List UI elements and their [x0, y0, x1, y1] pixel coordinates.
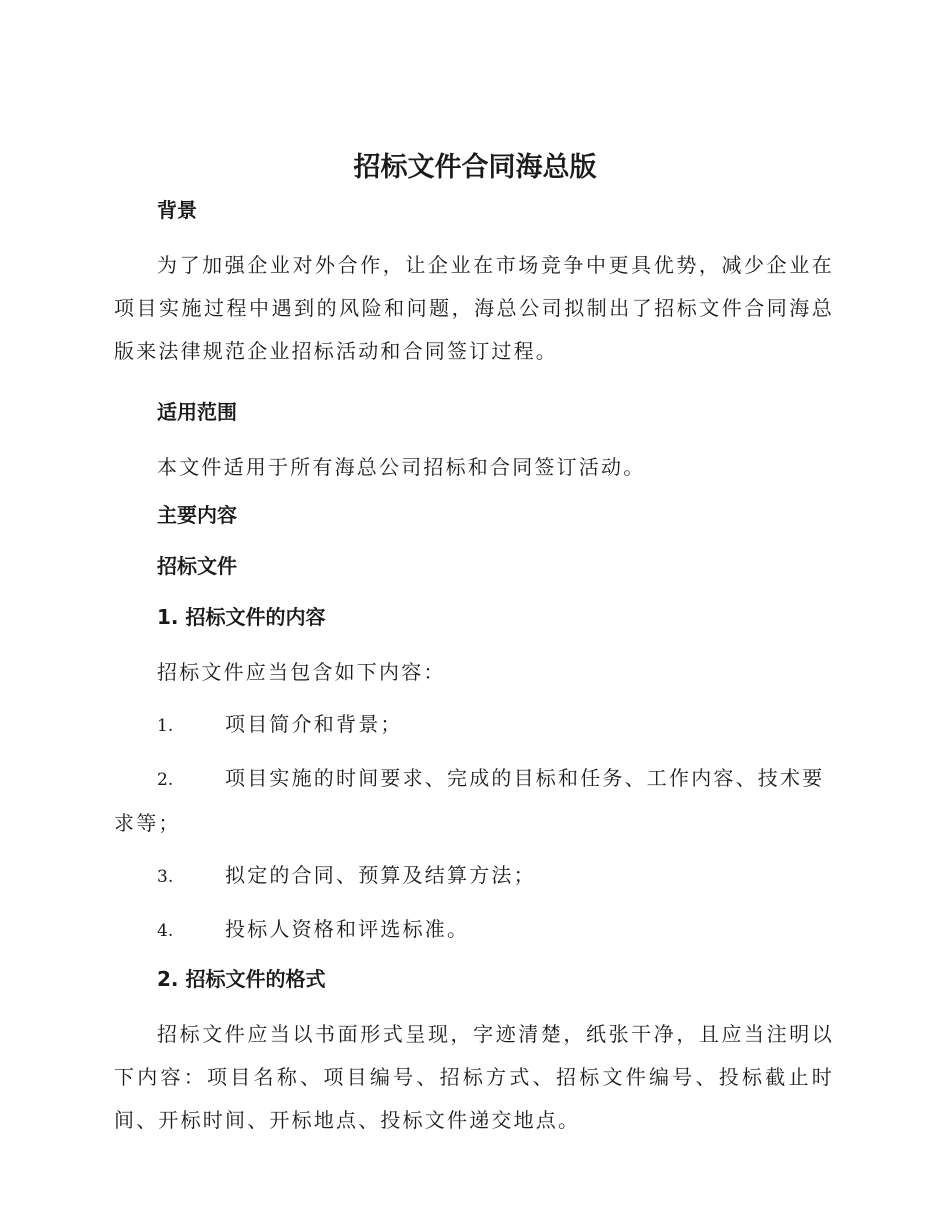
paragraph-background: 为了加强企业对外合作，让企业在市场竞争中更具优势，减少企业在项目实施过程中遇到的风险和问题，海总公司拟制出了招标文件合同海总版来法律规范企业招标活动和合同签订过程。 [114, 253, 834, 363]
paragraph-section-2: 招标文件应当以书面形式呈现，字迹清楚，纸张干净，且应当注明以下内容：项目名称、项目编号、招标方式、招标文件编号、投标截止时间、开标时间、开标地点、投标文件递交地点。 [114, 1022, 834, 1132]
heading-section-1: 1. 招标文件的内容 [157, 605, 326, 629]
list-item-text: 拟定的合同、预算及结算方法； [225, 863, 536, 887]
heading-section-2: 2. 招标文件的格式 [157, 967, 326, 991]
heading-background: 背景 [157, 198, 197, 222]
list-item-number: 2. [157, 770, 174, 790]
list-item-text: 投标人资格和评选标准。 [225, 917, 470, 941]
document-body [114, 193, 834, 1142]
list-item-number: 3. [157, 867, 174, 887]
heading-tender-documents: 招标文件 [157, 554, 237, 578]
paragraph-scope: 本文件适用于所有海总公司招标和合同签订活动。 [157, 455, 646, 479]
paragraph-section-1-intro: 招标文件应当包含如下内容： [157, 660, 446, 684]
heading-main-content: 主要内容 [157, 503, 237, 527]
heading-scope: 适用范围 [157, 400, 237, 424]
list-item-number: 4. [157, 921, 174, 941]
list-item [114, 757, 834, 845]
list-item [114, 854, 834, 899]
list-item-text: 项目实施的时间要求、完成的目标和任务、工作内容、技术要求等； [114, 766, 825, 835]
list-item-number: 1. [157, 716, 174, 736]
list-item-text: 项目简介和背景； [225, 712, 403, 736]
document-title: 招标文件合同海总版 [353, 152, 597, 183]
list-item [114, 908, 834, 953]
list-item [114, 703, 834, 748]
